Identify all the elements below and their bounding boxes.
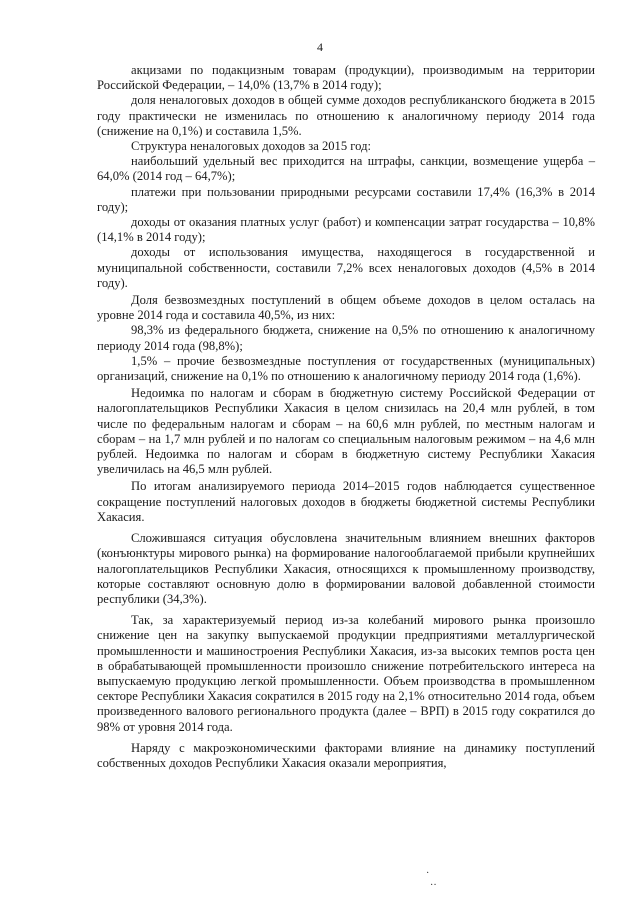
paragraph: По итогам анализируемого периода 2014–2015 годов наблюдается существенное сокращение поступлений налоговых доходов в бюджеты бюджетной системы Республики Хакасия. <box>97 479 595 524</box>
body-text <box>97 63 595 771</box>
paragraph: акцизами по подакцизным товарам (продукции), производимым на территории Российской Федерации, – 14,0% (13,7% в 2014 году); <box>97 63 595 93</box>
scan-speck: ·· <box>430 880 437 891</box>
page-number: 4 <box>317 40 323 54</box>
paragraph: 1,5% – прочие безвозмездные поступления от государственных (муниципальных) организаций, снижение на 0,1% по отношению к аналогичному периоду 2014 года (1,6%). <box>97 353 595 384</box>
paragraph: платежи при пользовании природными ресурсами составили 17,4% (16,3% в 2014 году); <box>97 184 595 214</box>
paragraph: Сложившаяся ситуация обусловлена значительным влиянием внешних факторов (конъюнктуры мирового рынка) на формирование налогооблагаемой прибыли крупнейших налогоплательщиков Республики Хакасия, относящихся к промышленному производству, которые составляют основную долю в формировании валовой добавленной стоимости республики (34,3%). <box>97 531 595 606</box>
paragraph: доля неналоговых доходов в общей сумме доходов республиканского бюджета в 2015 году практически не изменилась по отношению к аналогичному периоду 2014 года (снижение на 0,1%) и составила 1,5%. <box>97 93 595 138</box>
paragraph: Так, за характеризуемый период из-за колебаний мирового рынка произошло снижение цен на закупку выпускаемой продукции предприятиями металлургической промышленности и машиностроения Республики Хакасия, из-за высоких темпов роста цен в обрабатывающей промышленности произошло снижение потребительского интереса на выпускаемую продукцию легкой промышленности. Объем производства в промышленном секторе Республики Хакасия сократился в 2015 году на 2,1% относительно 2014 года, объем произведенного валового регионального продукта (далее – ВРП) в 2015 году сократился до 98% от уровня 2014 года. <box>97 613 595 734</box>
paragraph: наибольший удельный вес приходится на штрафы, санкции, возмещение ущерба – 64,0% (2014 год – 64,7%); <box>97 154 595 184</box>
paragraph: 98,3% из федерального бюджета, снижение на 0,5% по отношению к аналогичному периоду 2014 года (98,8%); <box>97 323 595 353</box>
paragraph: Недоимка по налогам и сборам в бюджетную систему Российской Федерации от налогоплательщиков Республики Хакасия в целом снизилась на 20,4 млн рублей, в том числе по федеральным налогам и сборам – на 60,6 млн рублей, по местным налогам и сборам – на 1,7 млн рублей и по налогам со специальным налоговым режимом – на 4,6 млн рублей. Недоимка по налогам и сборам в бюджетную систему Республики Хакасия увеличилась на 46,5 млн рублей. <box>97 386 595 477</box>
paragraph: доходы от использования имущества, находящегося в государственной и муниципальной собственности, составили 7,2% всех неналоговых доходов (4,5% в 2014 году). <box>97 245 595 290</box>
scan-speck: · <box>426 868 430 879</box>
paragraph: Структура неналоговых доходов за 2015 год: <box>131 139 371 154</box>
paragraph: доходы от оказания платных услуг (работ) и компенсации затрат государства – 10,8% (14,1% в 2014 году); <box>97 215 595 245</box>
paragraph: Наряду с макроэкономическими факторами влияние на динамику поступлений собственных доходов Республики Хакасия оказали мероприятия, <box>97 740 595 770</box>
paragraph: Доля безвозмездных поступлений в общем объеме доходов в целом осталась на уровне 2014 года и составила 40,5%, из них: <box>97 293 595 323</box>
